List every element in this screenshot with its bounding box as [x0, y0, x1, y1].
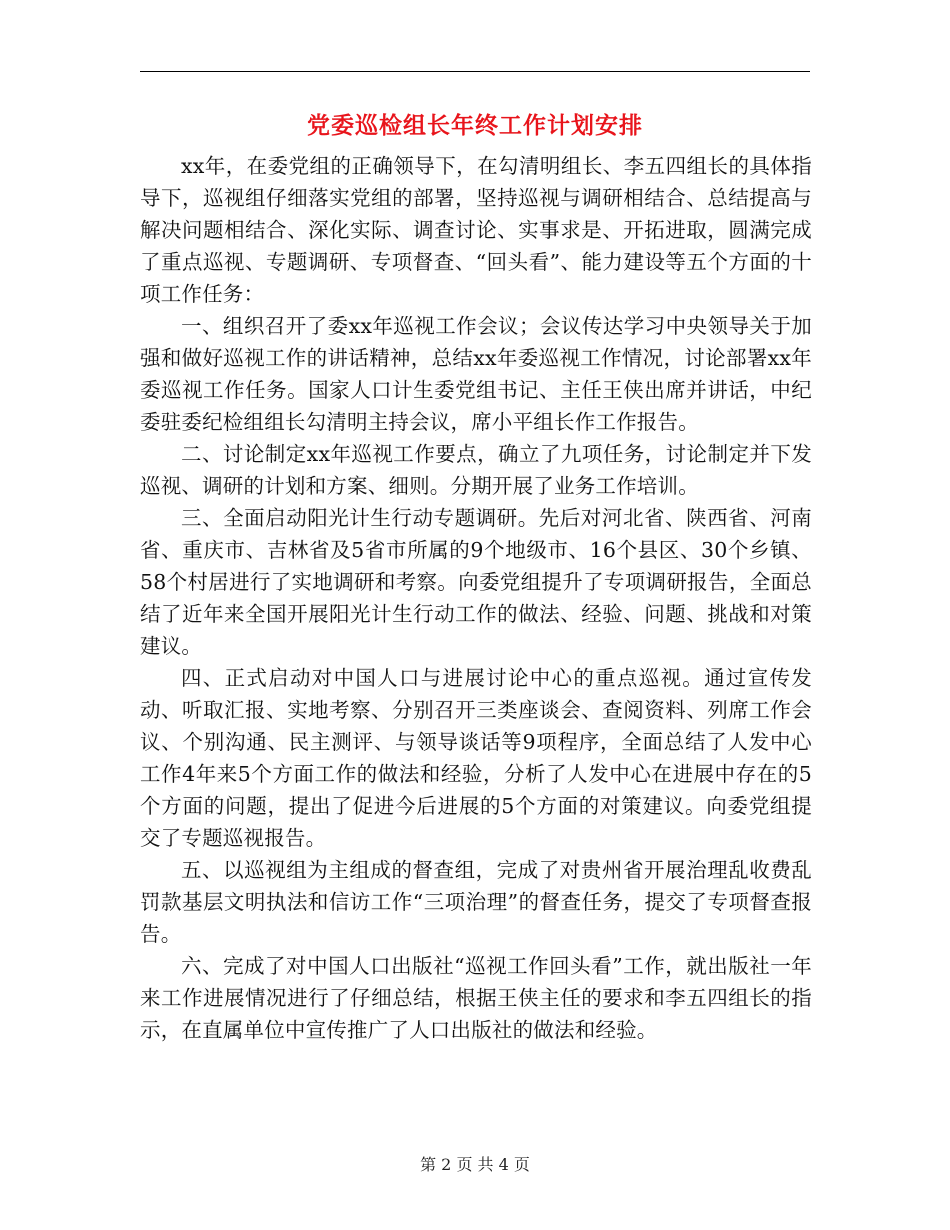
intro-paragraph: xx年，在委党组的正确领导下，在勾清明组长、李五四组长的具体指导下，巡视组仔细落实党组的部署，坚持巡视与调研相结合、总结提高与解决问题相结合、深化实际、调查讨论、实事求是、开拓进取，圆满完成了重点巡视、专题调研、专项督查、“回头看”、能力建设等五个方面的十项工作任务：	[140, 154, 812, 306]
page-number: 第 2 页 共 4 页	[420, 1155, 530, 1174]
document-body	[140, 150, 812, 1046]
item-6-paragraph: 六、完成了对中国人口出版社“巡视工作回头看”工作，就出版社一年来工作进展情况进行了仔细总结，根据王侠主任的要求和李五四组长的指示，在直属单位中宣传推广了人口出版社的做法和经验。	[140, 954, 812, 1042]
header-rule	[140, 71, 810, 72]
item-1-paragraph: 一、组织召开了委xx年巡视工作会议；会议传达学习中央领导关于加强和做好巡视工作的讲话精神，总结xx年委巡视工作情况，讨论部署xx年委巡视工作任务。国家人口计生委党组书记、主任王侠出席并讲话，中纪委驻委纪检组组长勾清明主持会议，席小平组长作工作报告。	[140, 314, 812, 434]
item-2-paragraph: 二、讨论制定xx年巡视工作要点，确立了九项任务，讨论制定并下发巡视、调研的计划和方案、细则。分期开展了业务工作培训。	[140, 442, 812, 498]
document-title: 党委巡检组长年终工作计划安排	[307, 112, 643, 139]
item-4-paragraph: 四、正式启动对中国人口与进展讨论中心的重点巡视。通过宣传发动、听取汇报、实地考察、分别召开三类座谈会、查阅资料、列席工作会议、个别沟通、民主测评、与领导谈话等9项程序，全面总结了人发中心工作4年来5个方面工作的做法和经验，分析了人发中心在进展中存在的5个方面的问题，提出了促进今后进展的5个方面的对策建议。向委党组提交了专题巡视报告。	[140, 666, 812, 850]
item-3-paragraph: 三、全面启动阳光计生行动专题调研。先后对河北省、陕西省、河南省、重庆市、吉林省及5省市所属的9个地级市、16个县区、30个乡镇、58个村居进行了实地调研和考察。向委党组提升了专项调研报告，全面总结了近年来全国开展阳光计生行动工作的做法、经验、问题、挑战和对策建议。	[140, 506, 812, 658]
item-5-paragraph: 五、以巡视组为主组成的督查组，完成了对贵州省开展治理乱收费乱罚款基层文明执法和信访工作“三项治理”的督查任务，提交了专项督查报告。	[140, 858, 812, 946]
